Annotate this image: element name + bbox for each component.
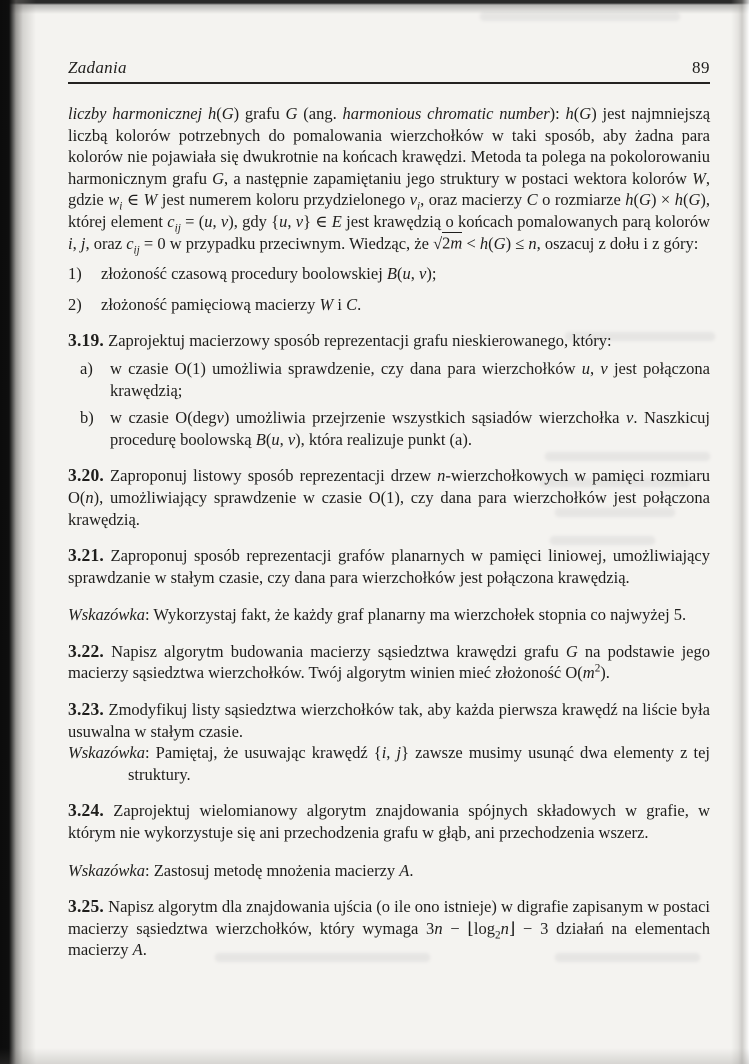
exercise-list: [68, 103, 710, 961]
exercise-3-21: [68, 545, 710, 588]
block-text: Wskazówka: Wykorzystaj fakt, że każdy graf planarny ma wierzchołek stopnia co najwyżej 5.: [68, 605, 687, 625]
block-text: Wskazówka: Zastosuj metodę mnożenia macierzy A.: [68, 860, 414, 880]
exercise-number: 3.25.: [68, 896, 104, 917]
page-number: 89: [692, 58, 710, 77]
header-rule: [68, 82, 710, 84]
exercise-number: 3.21.: [68, 545, 104, 566]
block-text: Wskazówka: Pamiętaj, że usuwając krawędź {i, j} zawsze musimy usunąć dwa elementy z tej struktury.: [68, 743, 711, 784]
list-marker: a): [80, 358, 93, 378]
block-text: złożoność czasową procedury boolowskiej B(u, v);: [101, 264, 437, 284]
exercise-3-23: [68, 699, 710, 742]
list-item-2: [68, 294, 710, 316]
page-content: [68, 0, 710, 961]
exercise-3-19-item-a: [80, 358, 710, 401]
exercise-3-19-item-b: [80, 407, 710, 450]
scan-edge-bottom: [0, 1048, 749, 1064]
block-text: w czasie O(1) umożliwia sprawdzenie, czy dana para wierzchołków u, v jest połączona krawędzią;: [110, 358, 710, 400]
exercise-number: 3.19.: [68, 330, 104, 351]
exercise-number: 3.22.: [68, 640, 104, 661]
scan-edge-right: [731, 0, 749, 1064]
exercise-number: 3.24.: [68, 800, 104, 821]
scan-edge-left: [0, 0, 36, 1064]
block-text: liczby harmonicznej h(G) grafu G (ang. harmonious chromatic number): h(G) jest najmniejszą liczbą kolorów potrzebnych do pomalowania wierzchołków w taki sposób, aby żadna para kolorów nie pojawiała się dwukrotnie na końcach krawędzi. Metoda ta polega na pokolorowaniu harmonicznym grafu G, a następnie zapamiętaniu jego struktury w postaci wektora kolorów W, gdzie $w_i$ ∈ W jest numerem koloru przydzielonego $v_i$, oraz macierzy C o rozmiarze h(G) × h(G), której element $c_{ij} = (u$, v), gdy {u, v} ∈ E jest krawędzią o końcach pomalowanych parą kolorów i, j, oraz $c_{ij} = 0$ w przypadku przeciwnym. Wiedząc, że √2m < h(G) ≤ n, oszacuj z dołu i z góry:: [68, 104, 711, 256]
intro-paragraph: [68, 103, 710, 254]
exercise-3-24: [68, 800, 710, 843]
running-head: [68, 58, 710, 78]
exercise-number: 3.23.: [68, 699, 104, 720]
list-marker: 2): [68, 294, 82, 314]
block-text: Napisz algorytm budowania macierzy sąsiedztwa krawędzi grafu G na podstawie jego macierzy sąsiedztwa wierzchołków. Twój algorytm winien mieć złożoność $O(m^2)$.: [68, 641, 710, 683]
block-text: Zaproponuj sposób reprezentacji grafów planarnych w pamięci liniowej, umożliwiający sprawdzanie w stałym czasie, czy dana para wierzchołków jest połączona krawędzią.: [68, 546, 710, 587]
block-text: Napisz algorytm dla znajdowania ujścia (o ile ono istnieje) w digrafie zapisanym w postaci macierzy sąsiedztwa wierzchołków, który wymaga $3n - ⌊\log_2n⌋ - 3$ działań na elementach macierzy A.: [68, 897, 711, 960]
exercise-3-22: [68, 641, 710, 684]
list-marker: 1): [68, 264, 82, 284]
hint-3-21: [68, 604, 710, 626]
list-marker: b): [80, 408, 94, 428]
running-head-title: Zadania: [68, 58, 127, 77]
block-text: Zaprojektuj wielomianowy algorytm znajdowania spójnych składowych w grafie, w którym nie wykorzystuje się ani przechodzenia grafu w głąb, ani przechodzenia wszerz.: [68, 801, 711, 843]
exercise-3-19: [68, 330, 710, 352]
block-text: Zmodyfikuj listy sąsiedztwa wierzchołków tak, aby każda pierwsza krawędź na liście była usuwalna w stałym czasie.: [68, 700, 710, 741]
exercise-3-20: [68, 465, 710, 530]
block-text: Zaproponuj listowy sposób reprezentacji drzew n-wierzchołkowych w pamięci rozmiaru O(n), umożliwiający sprawdzenie w czasie O(1), czy dana para wierzchołków jest połączona krawędzią.: [68, 466, 711, 529]
hint-3-24: [68, 860, 710, 882]
block-text: w czasie O(degv) umożliwia przejrzenie wszystkich sąsiadów wierzchołka v. Naszkicuj procedurę boolowską B(u, v), która realizuje punkt (a).: [110, 408, 710, 449]
block-text: złożoność pamięciową macierzy W i C.: [101, 294, 362, 314]
hint-3-23: [68, 742, 710, 785]
exercise-number: 3.20.: [68, 465, 104, 486]
block-text: Zaprojektuj macierzowy sposób reprezentacji grafu nieskierowanego, który:: [108, 331, 612, 351]
list-item-1: [68, 263, 710, 285]
exercise-3-25: [68, 896, 710, 961]
